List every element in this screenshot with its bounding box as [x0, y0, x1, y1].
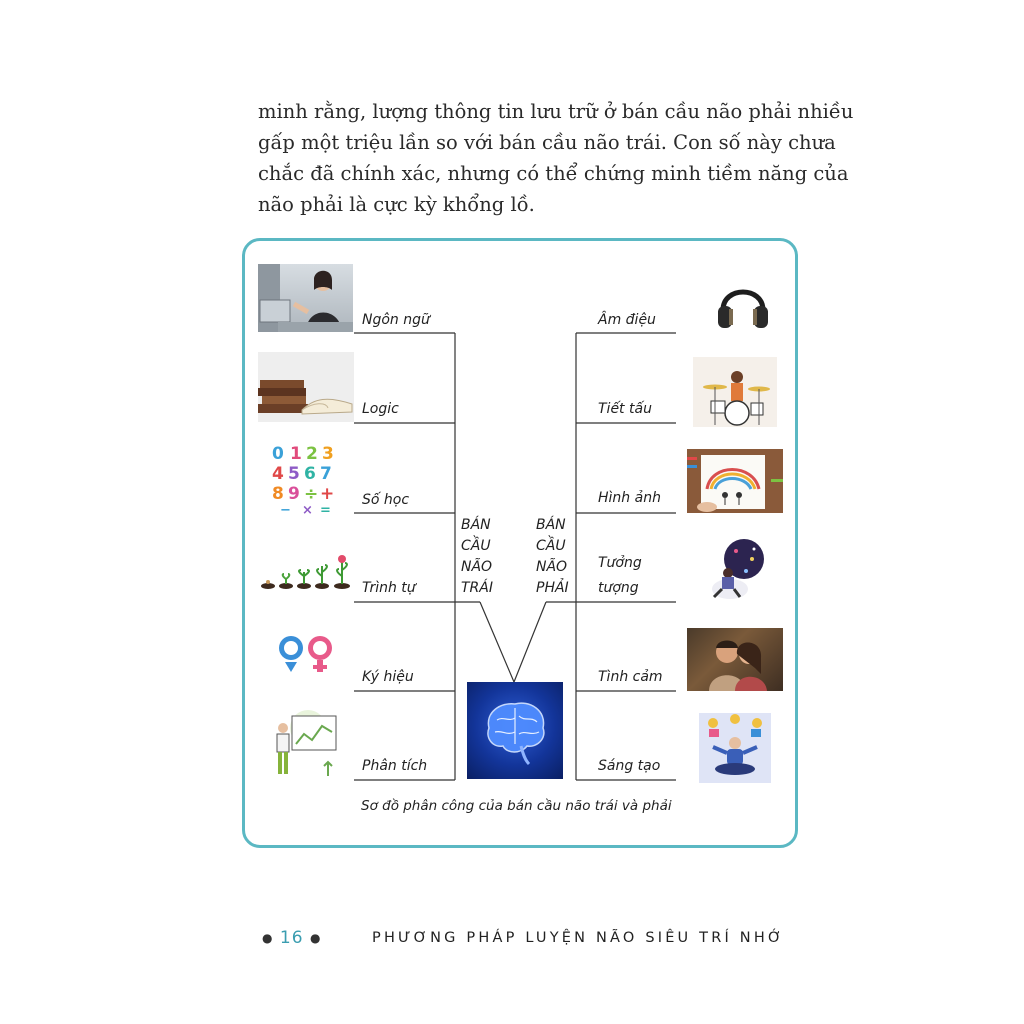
numbers-image-glyph: 4 — [272, 464, 284, 484]
label-trinh-tu: Trình tự — [362, 580, 416, 596]
numbers-image-glyph: ÷ — [304, 484, 319, 504]
brain-icon — [467, 682, 563, 779]
label-tiet-tau: Tiết tấu — [598, 401, 652, 417]
label-hinh-anh: Hình ảnh — [598, 490, 661, 506]
numbers-image-glyph: 3 — [322, 444, 334, 464]
numbers-image-glyph: 7 — [320, 464, 332, 484]
numbers-image-glyph: = — [320, 503, 331, 516]
imagination-image — [700, 537, 770, 605]
books-image — [258, 352, 354, 422]
paragraph-line: chắc đã chính xác, nhưng có thể chứng minh tiềm năng của — [258, 162, 849, 185]
creativity-meditation-image — [699, 713, 771, 783]
drummer-image — [693, 357, 777, 427]
hemi-word: BÁN — [536, 517, 566, 533]
numbers-image-glyph: 0 — [272, 444, 284, 464]
label-am-dieu: Âm điệu — [598, 312, 656, 328]
hemi-word: PHẢI — [536, 580, 569, 596]
gender-symbols-image — [276, 632, 336, 676]
label-so-hoc: Số học — [362, 492, 410, 508]
paragraph-line: gấp một triệu lần so với bán cầu não trái. Con số này chưa — [258, 131, 836, 154]
bullet-dot: ● — [262, 931, 274, 945]
numbers-image-glyph: 9 — [288, 484, 300, 504]
seedlings-image — [260, 552, 354, 592]
book-title: PHƯƠNG PHÁP LUYỆN NÃO SIÊU TRÍ NHỚ — [372, 930, 785, 946]
numbers-image-glyph: 2 — [306, 444, 318, 464]
brain-image — [467, 682, 563, 779]
hemi-word: NÃO — [536, 559, 568, 575]
label-phan-tich: Phân tích — [362, 758, 428, 774]
label-ngon-ngu: Ngôn ngữ — [362, 312, 430, 328]
page-number — [262, 928, 321, 948]
label-tuong-2: tượng — [598, 580, 639, 596]
numbers-image-glyph: 6 — [304, 464, 316, 484]
numbers-image — [266, 440, 342, 516]
bullet-dot: ● — [309, 931, 322, 945]
numbers-image-glyph: 1 — [290, 444, 302, 464]
paragraph-line: não phải là cực kỳ khổng lồ. — [258, 193, 535, 216]
right-hemisphere-label — [536, 515, 569, 599]
hemi-word: TRÁI — [461, 580, 493, 596]
hemi-word: NÃO — [461, 559, 493, 575]
headphones-image — [713, 276, 773, 334]
label-sang-tao: Sáng tạo — [598, 758, 661, 774]
hemi-word: BÁN — [461, 517, 491, 533]
numbers-image-glyph: × — [302, 503, 313, 516]
paragraph-line: minh rằng, lượng thông tin lưu trữ ở bán cầu não phải nhiều — [258, 100, 854, 123]
child-drawing-image — [687, 449, 783, 513]
hemi-word: CẦU — [461, 538, 491, 554]
numbers-image-glyph: − — [280, 503, 291, 516]
numbers-image-glyph: 8 — [272, 484, 284, 504]
numbers-image-glyph: 5 — [288, 464, 300, 484]
label-tuong: Tưởng — [598, 555, 642, 571]
label-logic: Logic — [362, 401, 399, 417]
woman-headset-image — [258, 264, 353, 332]
label-tinh-cam: Tình cảm — [598, 669, 663, 685]
left-hemisphere-label — [461, 515, 493, 599]
diagram-caption: Sơ đồ phân công của bán cầu não trái và phải — [361, 798, 672, 814]
hemi-word: CẦU — [536, 538, 566, 554]
label-ky-hieu: Ký hiệu — [362, 669, 414, 685]
page-number-text: 16 — [279, 928, 304, 948]
analysis-presenter-image — [270, 710, 340, 778]
numbers-image-glyph: + — [320, 484, 335, 504]
couple-image — [687, 628, 783, 691]
